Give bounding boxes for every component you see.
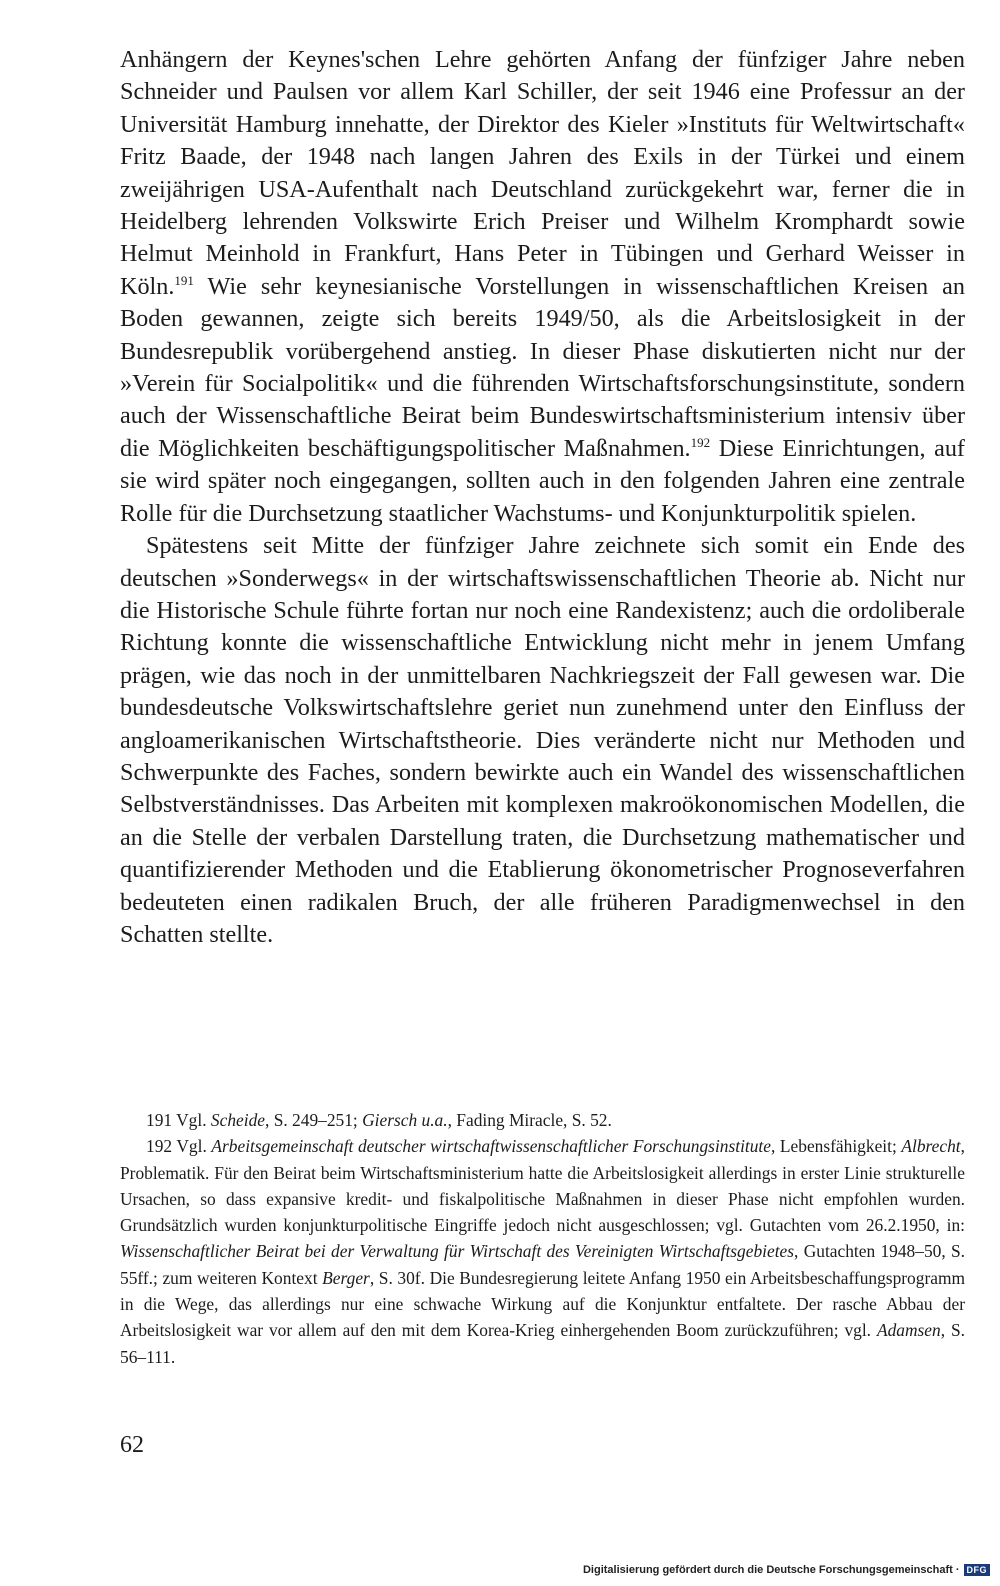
footnote-text: , Gutachten 1948–50, S. 55ff.; zum weiteren Kontext <box>120 1241 966 1288</box>
footnote-author: Berger <box>322 1267 370 1288</box>
footnote-author: Scheide <box>210 1110 265 1130</box>
main-text <box>120 44 965 951</box>
footnote-191 <box>120 1107 965 1133</box>
paragraph-2: Spätestens seit Mitte der fünfziger Jahre zeichnete sich somit ein Ende des deutschen »Sonderwegs« in der wirtschaftswissenschaftlichen Theorie ab. Nicht nur die Historische Schule führte fortan nur noch eine Randexistenz; auch die ordoliberale Richtung konnte die wissenschaftliche Entwicklung nicht mehr in jenem Umfang prägen, wie das noch in der unmittelbaren Nachkriegszeit der Fall gewesen war. Die bundesdeutsche Volkswirtschaftslehre geriet nun zunehmend unter den Einfluss der angloamerikanischen Wirtschaftstheorie. Dies veränderte nicht nur Methoden und Schwerpunkte des Faches, sondern bewirkte auch ein Wandel des wissenschaftlichen Selbstverständnisses. Das Arbeiten mit komplexen makroökonomischen Modellen, die an die Stelle der verbalen Darstellung traten, die Durchsetzung mathematischer und quantifizierender Methoden und die Etablierung ökonometrischer Prognoseverfahren bedeuteten einen radikalen Bruch, der alle früheren Paradigmenwechsel in den Schatten stellte. <box>120 532 965 948</box>
footnote-text: Vgl. <box>172 1110 211 1130</box>
footnote-author: Arbeitsgemeinschaft deutscher wirtschaftwissenschaftlicher Forschungsinstitute <box>211 1136 771 1157</box>
footnote-number: 192 <box>146 1136 173 1157</box>
footnote-text: , Lebensfähigkeit; <box>770 1136 902 1157</box>
footnote-text: , S. 30f. Die Bundesregierung leitete Anfang 1950 ein Arbeitsbeschaffungsprogramm in die Wege, das allerdings nur eine schwache Wirkung auf die Konjunktur entfaltete. Der rasche Abbau der Arbeitslosigkeit war vor allem auf den mit dem Korea-Krieg einhergehenden Boom zurückzuführen; vgl. <box>120 1267 966 1341</box>
digitization-note: Digitalisierung gefördert durch die Deutsche Forschungsgemeinschaft · <box>582 1564 960 1576</box>
paragraph-1-part-c: Diese Einrichtungen, auf sie wird später noch eingegangen, sollten auch in den folgenden Jahren eine zentrale Rolle für die Durchsetzung staatlicher Wachstums- und Konjunkturpolitik spielen. <box>120 434 965 527</box>
footnote-text: , Problematik. Für den Beirat beim Wirtschaftsministerium hatte die Arbeitslosigkeit allerdings in erster Linie strukturelle Ursachen, so dass expansive kredit- und fiskalpolitische Maßnahmen in dieser Phase nicht empfohlen wurden. Grundsätzlich wurden konjunkturpolitische Eingriffe jedoch nicht ausgeschlossen; vgl. Gutachten vom 26.2.1950, in: <box>120 1136 965 1236</box>
footnote-text: , S. 56–111. <box>120 1320 965 1367</box>
dfg-logo-icon: DFG <box>964 1564 991 1576</box>
footnotes <box>120 1107 965 1370</box>
footnote-author: Giersch u.a. <box>362 1110 448 1130</box>
footnote-192 <box>120 1133 965 1370</box>
footnote-text: , S. 249–251; <box>265 1110 363 1130</box>
footnote-ref-191[interactable]: 191 <box>174 272 194 288</box>
paragraph-1-part-b: Wie sehr keynesianische Vorstellungen in wissenschaftlichen Kreisen an Boden gewannen, zeigte sich bereits 1949/50, als die Arbeitslosigkeit in der Bundesrepublik vorübergehend anstieg. In dieser Phase diskutierten nicht nur der »Verein für Socialpolitik« und die führenden Wirtschaftsforschungsinstitute, sondern auch der Wissenschaftliche Beirat beim Bundeswirtschaftsministerium intensiv über die Möglichkeiten beschäftigungspolitischer Maßnahmen. <box>120 272 965 462</box>
footnote-author: Adamsen <box>876 1320 941 1341</box>
paragraph-1 <box>120 44 965 530</box>
footnote-number: 191 <box>146 1110 173 1130</box>
footnote-text: Vgl. <box>172 1136 212 1157</box>
footnote-source-title: Wissenschaftlicher Beirat bei der Verwaltung für Wirtschaft des Vereinigten Wirtschaftsgebietes <box>120 1241 795 1262</box>
footnote-author: Albrecht <box>901 1136 961 1157</box>
digitization-footer <box>583 1560 990 1580</box>
page-number: 62 <box>120 1432 144 1458</box>
paragraph-1-part-a: Anhängern der Keynes'schen Lehre gehörten Anfang der fünfziger Jahre neben Schneider und Paulsen vor allem Karl Schiller, der seit 1946 eine Professur an der Universität Hamburg innehatte, der Direktor des Kieler »Instituts für Weltwirtschaft« Fritz Baade, der 1948 nach langen Jahren des Exils in der Türkei und einem zweijährigen USA-Aufenthalt nach Deutschland zurückgekehrt war, ferner die in Heidelberg lehrenden Volkswirte Erich Preiser und Wilhelm Kromphardt sowie Helmut Meinhold in Frankfurt, Hans Peter in Tübingen und Gerhard Weisser in Köln. <box>120 46 965 300</box>
footnote-text: , Fading Miracle, S. 52. <box>447 1110 612 1130</box>
footnote-ref-192[interactable]: 192 <box>690 434 711 450</box>
